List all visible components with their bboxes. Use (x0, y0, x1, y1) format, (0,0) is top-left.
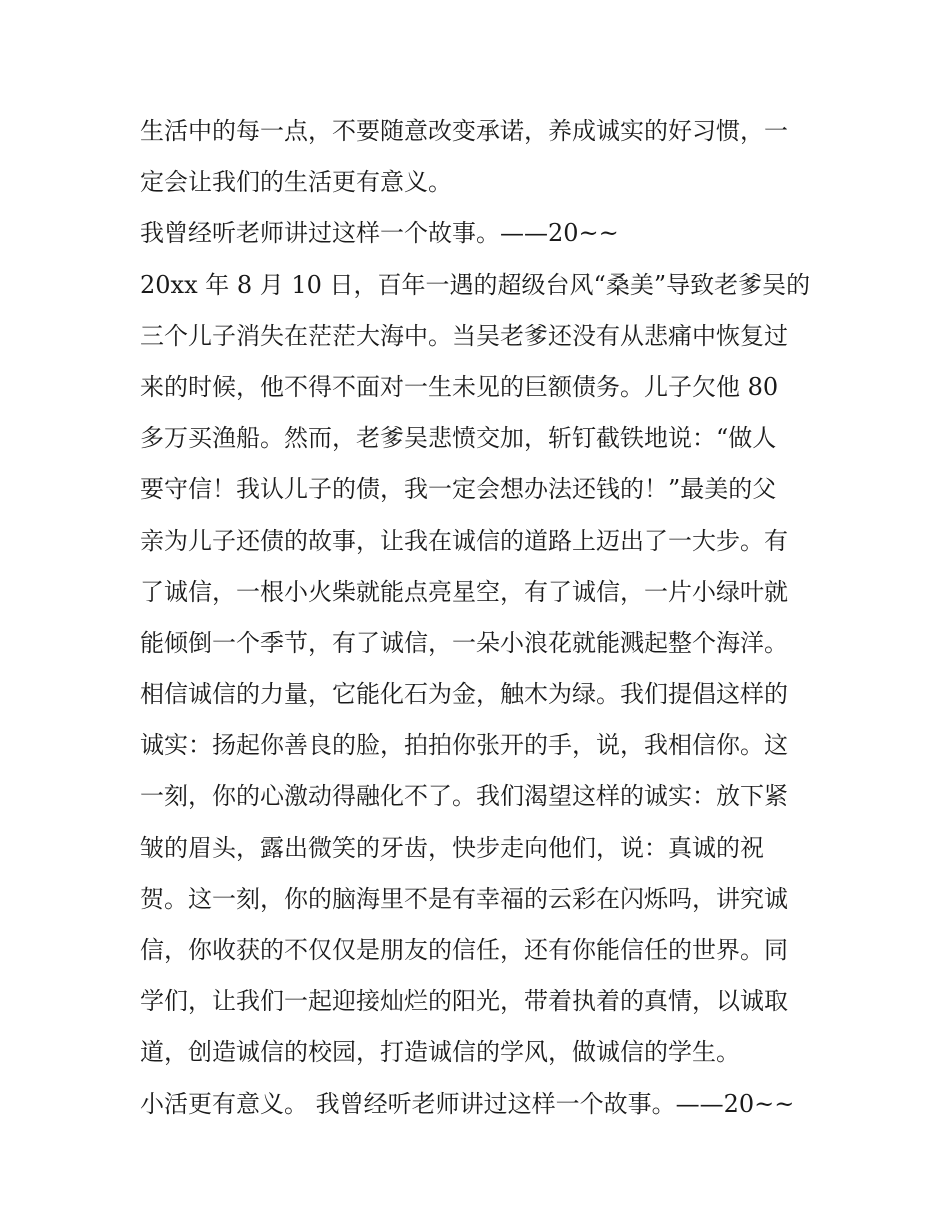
text-line-19: 道，创造诚信的校园，打造诚信的学风，做诚信的学生。 (140, 1038, 740, 1067)
text-line-12: 相信诚信的力量，它能化石为金，触木为绿。我们提倡这样的 (140, 680, 788, 709)
text-line-13: 诚实：扬起你善良的脸，拍拍你张开的手，说，我相信你。这 (140, 731, 788, 760)
text-line-17: 信，你收获的不仅仅是朋友的信任，还有你能信任的世界。同 (140, 936, 788, 964)
text-line-2: 定会让我们的生活更有意义。 (140, 168, 452, 197)
text-line-4: 20xx 年 8 月 10 日，百年一遇的超级台风“桑美”导致老爹吴的 (140, 270, 811, 299)
body-text (140, 106, 820, 1130)
text-line-7: 多万买渔船。然而，老爹吴悲愤交加，斩钉截铁地说：“做人 (140, 424, 777, 453)
text-line-18: 学们，让我们一起迎接灿烂的阳光，带着执着的真情，以诚取 (140, 987, 788, 1016)
text-line-14: 一刻，你的心激动得融化不了。我们渴望这样的诚实：放下紧 (140, 782, 788, 811)
text-line-10: 了诚信，一根小火柴就能点亮星空，有了诚信，一片小绿叶就 (140, 577, 788, 606)
text-line-15: 皱的眉头，露出微笑的牙齿，快步走向他们，说：真诚的祝 (140, 833, 764, 862)
text-line-9: 亲为儿子还债的故事，让我在诚信的道路上迈出了一大步。有 (140, 526, 788, 555)
text-line-5: 三个儿子消失在茫茫大海中。当吴老爹还没有从悲痛中恢复过 (140, 321, 788, 350)
text-line-20: 小活更有意义。 我曾经听老师讲过这样一个故事。——20~~ (140, 1089, 795, 1118)
text-line-1: 生活中的每一点，不要随意改变承诺，养成诚实的好习惯，一 (140, 117, 788, 145)
text-line-6: 来的时候，他不得不面对一生未见的巨额债务。儿子欠他 80 (140, 372, 779, 401)
text-line-11: 能倾倒一个季节，有了诚信，一朵小浪花就能溅起整个海洋。 (140, 628, 788, 657)
text-line-3: 我曾经听老师讲过这样一个故事。——20~~ (140, 219, 619, 248)
text-line-16: 贺。这一刻，你的脑海里不是有幸福的云彩在闪烁吗，讲究诚 (140, 884, 788, 913)
text-line-8: 要守信！我认儿子的债，我一定会想办法还钱的！”最美的父 (140, 475, 777, 504)
